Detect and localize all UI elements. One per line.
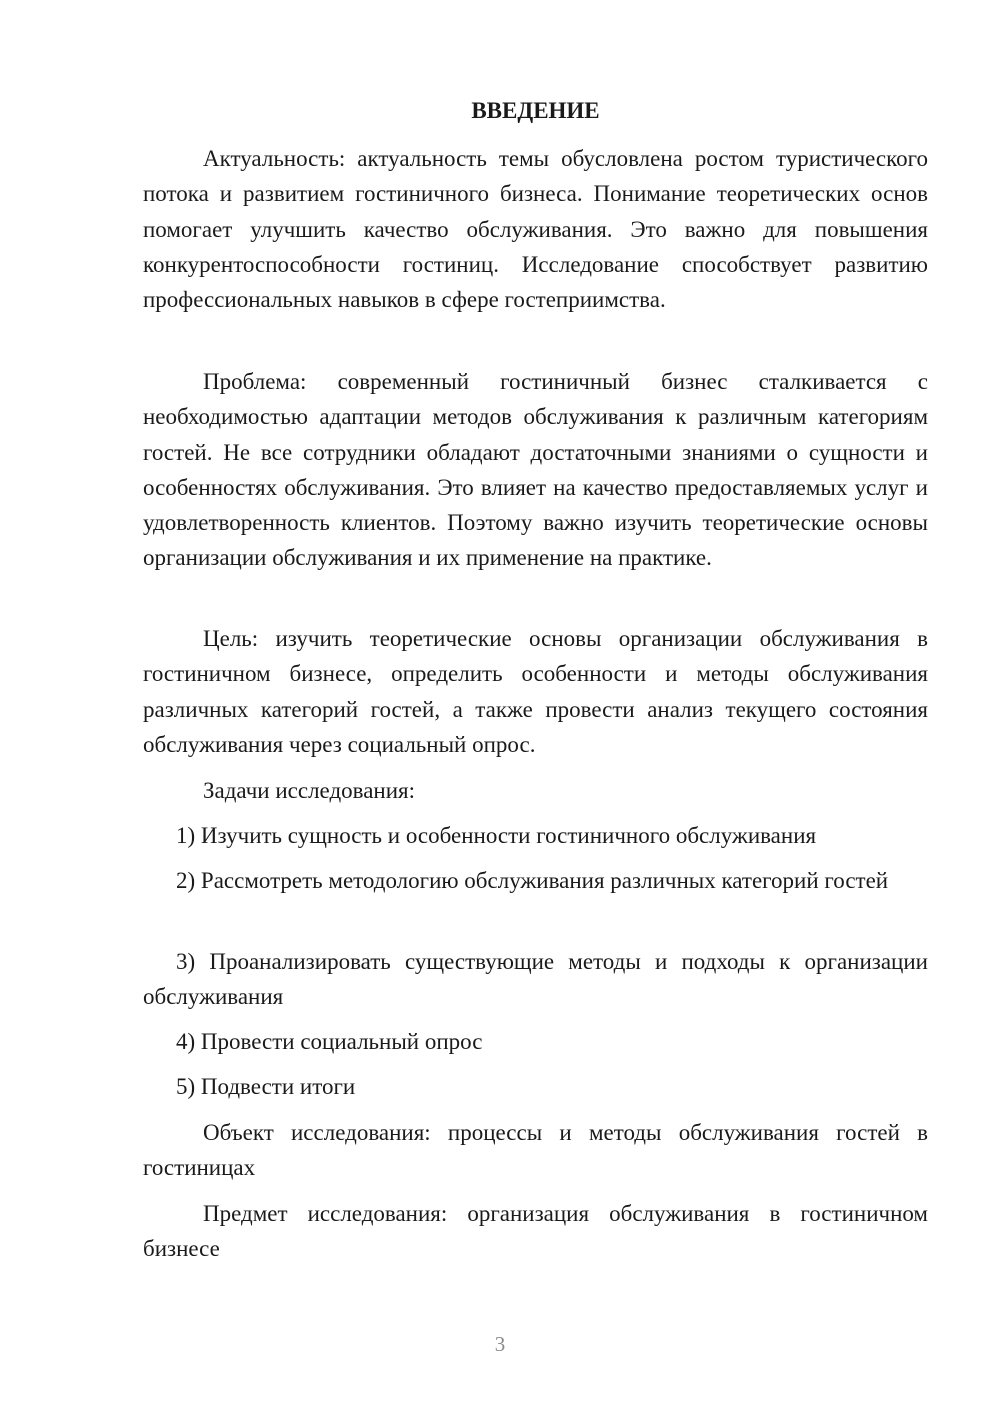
object-paragraph: Объект исследования: процессы и методы обслуживания гостей в гостиницах (143, 1120, 928, 1181)
page-number: 3 (494, 1332, 506, 1356)
task-item-5: 5) Подвести итоги (176, 1074, 356, 1099)
subject-paragraph: Предмет исследования: организация обслуживания в гостиничном бизнесе (143, 1201, 928, 1262)
task-item-4: 4) Провести социальный опрос (176, 1029, 483, 1054)
goal-paragraph: Цель: изучить теоретические основы организации обслуживания в гостиничном бизнесе, определить особенности и методы обслуживания различных категорий гостей, а также провести анализ текущего состояния обслуживания через социальный опрос. (143, 626, 928, 757)
tasks-heading: Задачи исследования: (203, 778, 416, 803)
relevance-paragraph: Актуальность: актуальность темы обусловлена ростом туристического потока и развитием гостиничного бизнеса. Понимание теоретических основ помогает улучшить качество обслуживания. Это важно для повышения конкурентоспособности гостиниц. Исследование способствует развитию профессиональных навыков в сфере гостеприимства. (143, 146, 928, 313)
task-item-2: 2) Рассмотреть методологию обслуживания различных категорий гостей (176, 868, 889, 893)
problem-paragraph: Проблема: современный гостиничный бизнес сталкивается с необходимостью адаптации методов обслуживания к различным категориям гостей. Не все сотрудники обладают достаточными знаниями о сущности и особенностях обслуживания. Это влияет на качество предоставляемых услуг и удовлетворенность клиентов. Поэтому важно изучить теоретические основы организации обслуживания и их применение на практике. (143, 369, 928, 571)
task-item-3: 3) Проанализировать существующие методы и подходы к организации обслуживания (143, 949, 928, 1010)
section-title: ВВЕДЕНИЕ (471, 98, 600, 123)
task-item-1: 1) Изучить сущность и особенности гостиничного обслуживания (176, 823, 817, 848)
